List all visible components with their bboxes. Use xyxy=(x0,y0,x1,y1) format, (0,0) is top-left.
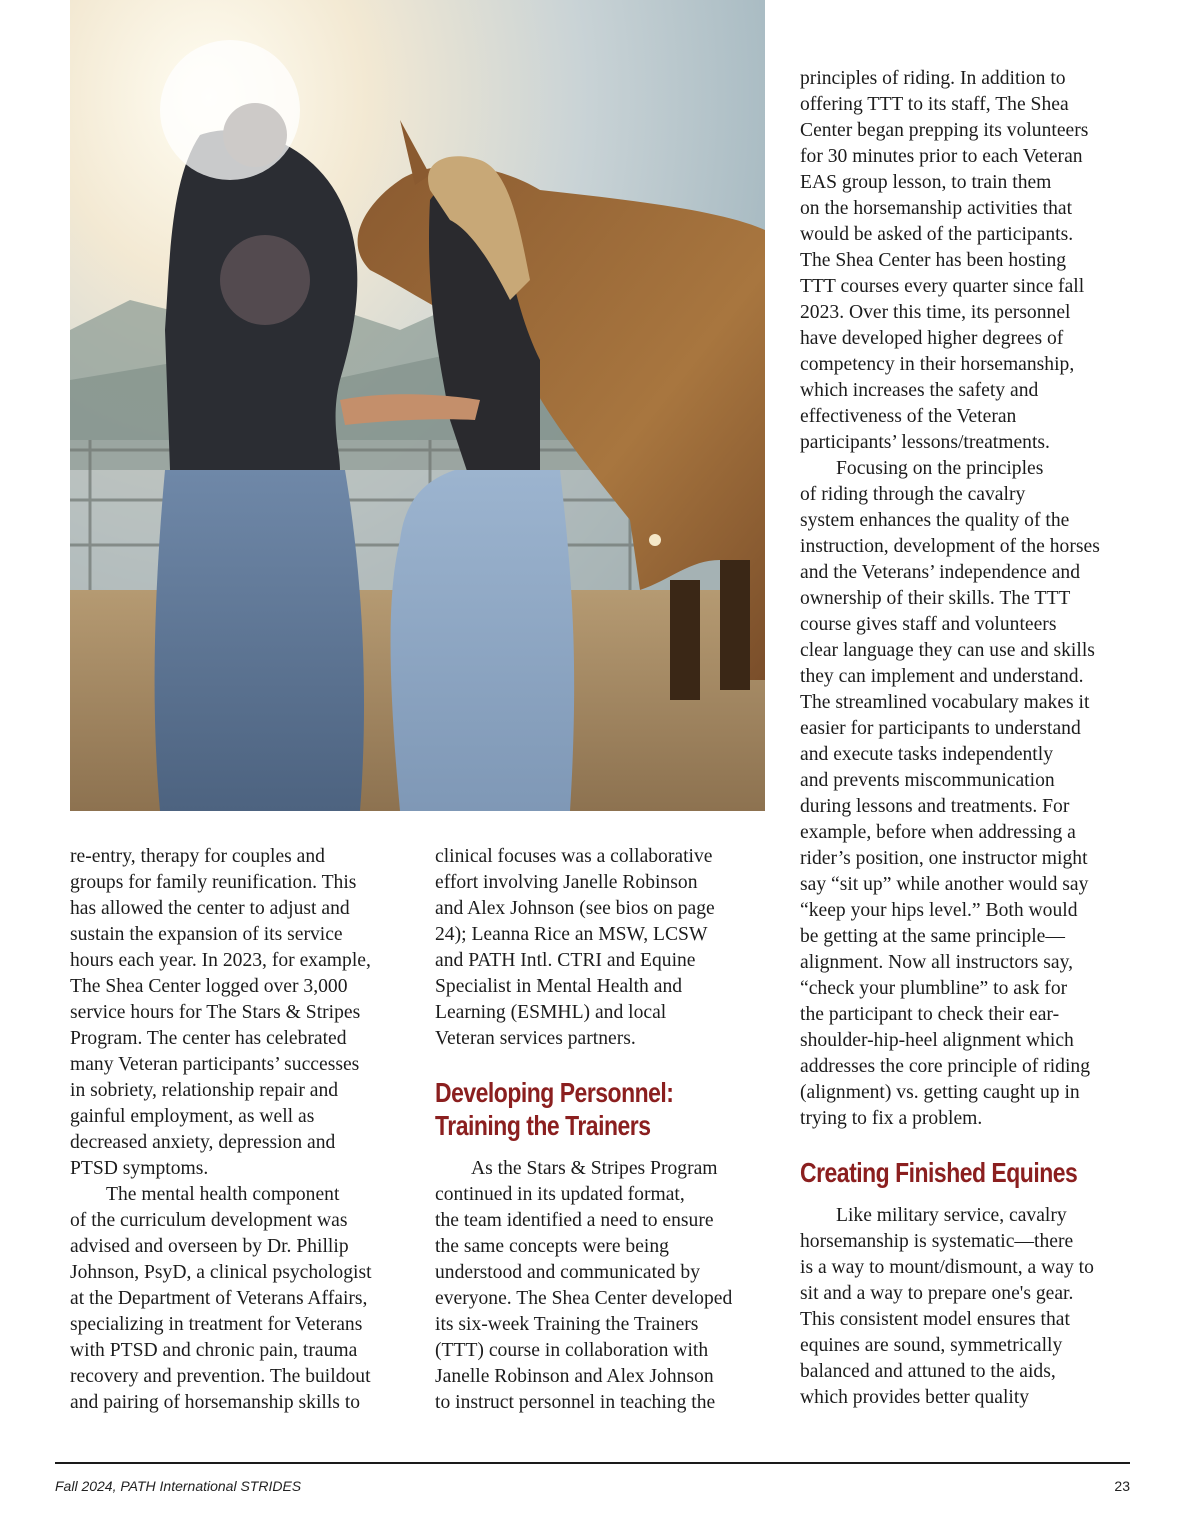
heading-line: Training the Trainers xyxy=(435,1110,651,1141)
text-line: clinical focuses was a collaborative xyxy=(435,846,713,867)
text-line: at the Department of Veterans Affairs, xyxy=(70,1288,368,1309)
text-line: equines are sound, symmetrically xyxy=(800,1335,1063,1356)
text-line: during lessons and treatments. For xyxy=(800,796,1070,817)
text-line: have developed higher degrees of xyxy=(800,328,1064,349)
section-heading-developing-personnel xyxy=(435,1076,679,1142)
text-line: of the curriculum development was xyxy=(70,1210,348,1231)
text-line: The Shea Center logged over 3,000 xyxy=(70,976,348,997)
text-line: with PTSD and chronic pain, trauma xyxy=(70,1340,358,1361)
text-line: of riding through the cavalry xyxy=(800,484,1026,505)
col3-paragraph-2 xyxy=(800,456,1138,1132)
text-line: Program. The center has celebrated xyxy=(70,1028,347,1049)
text-line: Janelle Robinson and Alex Johnson xyxy=(435,1366,714,1387)
text-line: decreased anxiety, depression and xyxy=(70,1132,336,1153)
text-line: the participant to check their ear- xyxy=(800,1004,1060,1025)
text-line: Johnson, PsyD, a clinical psychologist xyxy=(70,1262,372,1283)
text-line: EAS group lesson, to train them xyxy=(800,172,1052,193)
text-line: re-entry, therapy for couples and xyxy=(70,846,325,867)
text-line: the same concepts were being xyxy=(435,1236,669,1257)
text-line: As the Stars & Stripes Program xyxy=(471,1158,718,1179)
text-line: say “sit up” while another would say xyxy=(800,874,1089,895)
text-line: “check your plumbline” to ask for xyxy=(800,978,1068,999)
text-line: balanced and attuned to the aids, xyxy=(800,1361,1056,1382)
text-line: The streamlined vocabulary makes it xyxy=(800,692,1090,713)
heading-line: Creating Finished Equines xyxy=(800,1157,1078,1188)
text-line: principles of riding. In addition to xyxy=(800,68,1066,89)
text-line: offering TTT to its staff, The Shea xyxy=(800,94,1069,115)
text-line: be getting at the same principle— xyxy=(800,926,1065,947)
text-line: and prevents miscommunication xyxy=(800,770,1055,791)
text-line: sustain the expansion of its service xyxy=(70,924,343,945)
text-line: and the Veterans’ independence and xyxy=(800,562,1080,583)
footer-rule xyxy=(55,1462,1130,1464)
text-line: Veteran services partners. xyxy=(435,1028,636,1049)
section-heading-creating-finished-equines xyxy=(800,1156,1077,1189)
text-line: 2023. Over this time, its personnel xyxy=(800,302,1071,323)
text-line: example, before when addressing a xyxy=(800,822,1076,843)
col1-paragraph-2 xyxy=(70,1182,372,1416)
text-line: and pairing of horsemanship skills to xyxy=(70,1392,361,1413)
text-line: competency in their horsemanship, xyxy=(800,354,1075,375)
text-line: trying to fix a problem. xyxy=(800,1108,983,1129)
col2-paragraph-1 xyxy=(435,844,732,1052)
text-line: addresses the core principle of riding xyxy=(800,1056,1090,1077)
text-line: has allowed the center to adjust and xyxy=(70,898,350,919)
text-line: they can implement and understand. xyxy=(800,666,1084,687)
text-line: PTSD symptoms. xyxy=(70,1158,209,1179)
text-line: The mental health component xyxy=(106,1184,340,1205)
text-line: gainful employment, as well as xyxy=(70,1106,315,1127)
text-line: course gives staff and volunteers xyxy=(800,614,1057,635)
text-line: which provides better quality xyxy=(800,1387,1030,1408)
text-line: and execute tasks independently xyxy=(800,744,1053,765)
col3-paragraph-3 xyxy=(800,1203,1138,1411)
text-line: in sobriety, relationship repair and xyxy=(70,1080,339,1101)
text-line: groups for family reunification. This xyxy=(70,872,357,893)
text-line: understood and communicated by xyxy=(435,1262,700,1283)
text-line: Learning (ESMHL) and local xyxy=(435,1002,667,1023)
text-line: and Alex Johnson (see bios on page xyxy=(435,898,715,919)
article-photo xyxy=(70,0,765,811)
text-line: specializing in treatment for Veterans xyxy=(70,1314,363,1335)
text-line: its six-week Training the Trainers xyxy=(435,1314,699,1335)
text-line: effectiveness of the Veteran xyxy=(800,406,1017,427)
text-line: ownership of their skills. The TTT xyxy=(800,588,1071,609)
footer-publication: Fall 2024, PATH International STRIDES xyxy=(55,1478,302,1494)
text-line: is a way to mount/dismount, a way to xyxy=(800,1257,1094,1278)
text-line: would be asked of the participants. xyxy=(800,224,1074,245)
text-line: many Veteran participants’ successes xyxy=(70,1054,360,1075)
text-line: Center began prepping its volunteers xyxy=(800,120,1089,141)
horse-and-couple-photo xyxy=(70,0,765,811)
column-3 xyxy=(800,66,1138,1411)
text-line: system enhances the quality of the xyxy=(800,510,1070,531)
text-line: easier for participants to understand xyxy=(800,718,1081,739)
text-line: to instruct personnel in teaching the xyxy=(435,1392,716,1413)
text-line: Focusing on the principles xyxy=(836,458,1044,479)
text-line: (alignment) vs. getting caught up in xyxy=(800,1082,1080,1103)
text-line: sit and a way to prepare one's gear. xyxy=(800,1283,1074,1304)
text-line: everyone. The Shea Center developed xyxy=(435,1288,733,1309)
text-line: hours each year. In 2023, for example, xyxy=(70,950,371,971)
text-line: clear language they can use and skills xyxy=(800,640,1095,661)
text-line: rider’s position, one instructor might xyxy=(800,848,1088,869)
column-2 xyxy=(435,844,732,1416)
column-1 xyxy=(70,844,372,1416)
text-line: Specialist in Mental Health and xyxy=(435,976,683,997)
text-line: the team identified a need to ensure xyxy=(435,1210,714,1231)
text-line: effort involving Janelle Robinson xyxy=(435,872,698,893)
text-line: instruction, development of the horses xyxy=(800,536,1100,557)
text-line: 24); Leanna Rice an MSW, LCSW xyxy=(435,924,708,945)
col2-paragraph-2 xyxy=(435,1156,732,1416)
heading-line: Developing Personnel: xyxy=(435,1077,674,1108)
text-line: for 30 minutes prior to each Veteran xyxy=(800,146,1083,167)
text-line: horsemanship is systematic—there xyxy=(800,1231,1074,1252)
text-line: and PATH Intl. CTRI and Equine xyxy=(435,950,696,971)
text-line: This consistent model ensures that xyxy=(800,1309,1070,1330)
text-line: advised and overseen by Dr. Phillip xyxy=(70,1236,349,1257)
text-line: The Shea Center has been hosting xyxy=(800,250,1067,271)
text-line: “keep your hips level.” Both would xyxy=(800,900,1078,921)
col1-paragraph-1 xyxy=(70,844,372,1182)
col3-paragraph-1 xyxy=(800,66,1138,456)
text-line: shoulder-hip-heel alignment which xyxy=(800,1030,1074,1051)
text-line: Like military service, cavalry xyxy=(836,1205,1067,1226)
text-line: which increases the safety and xyxy=(800,380,1039,401)
text-line: recovery and prevention. The buildout xyxy=(70,1366,371,1387)
page-number: 23 xyxy=(1114,1478,1130,1494)
text-line: alignment. Now all instructors say, xyxy=(800,952,1073,973)
text-line: service hours for The Stars & Stripes xyxy=(70,1002,361,1023)
text-line: on the horsemanship activities that xyxy=(800,198,1073,219)
text-line: (TTT) course in collaboration with xyxy=(435,1340,709,1361)
text-line: participants’ lessons/treatments. xyxy=(800,432,1050,453)
text-line: TTT courses every quarter since fall xyxy=(800,276,1085,297)
text-line: continued in its updated format, xyxy=(435,1184,685,1205)
